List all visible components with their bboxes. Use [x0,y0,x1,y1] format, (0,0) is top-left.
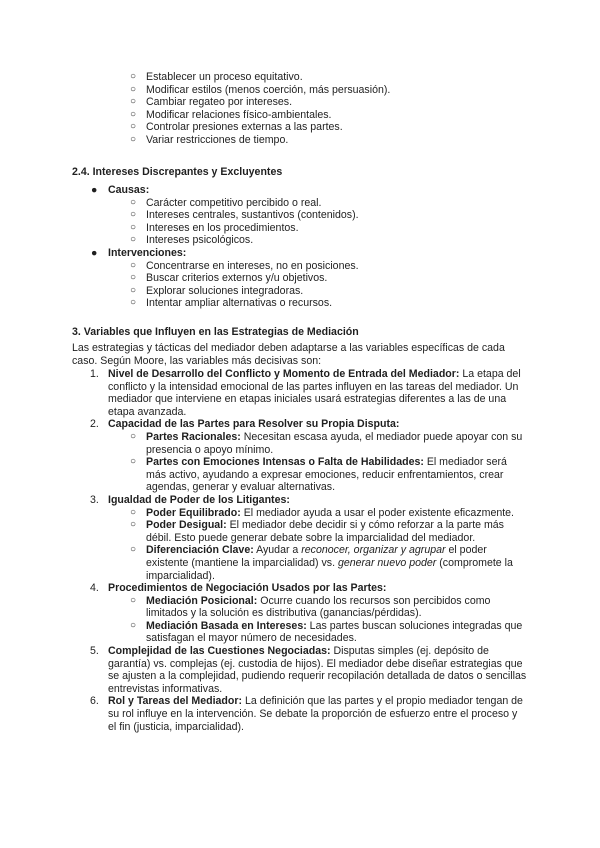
numbered-item-5: 5. Complejidad de las Cuestiones Negociadas: Disputas simples (ej. depósito de garantía) vs. complejas (ej. custodia de hijos). El mediador debe diseñar estrategias que se ajusten a la complejidad, pudiendo requerir recopilación detallada de datos o sencillas entrevistas informativas. [90,645,527,695]
bullet-icon: ● [91,246,98,259]
numbered-item-6: 6. Rol y Tareas del Mediador: La definición que las partes y el propio mediador tengan de su rol influye en la intervención. Se debate la proporción de esfuerzo entre el proceso y el fin (justicia, imparcialidad). [90,695,523,733]
list-item: ○ Intereses en los procedimientos. [130,221,299,234]
circle-bullet-icon: ○ [130,196,137,208]
list-item: ○ Modificar relaciones físico-ambientales. [130,108,332,121]
list-item: ○ Cambiar regateo por intereses. [130,96,293,109]
section-heading-2-4: 2.4. Intereses Discrepantes y Excluyentes [72,166,283,178]
bullet-icon: ● [91,184,98,196]
numbered-item-2: 2. Capacidad de las Partes para Resolver su Propia Disputa: [90,418,400,431]
list-item-causas: ● Causas: [91,184,150,196]
section-heading-3: 3. Variables que Influyen en las Estrategias de Mediación [72,326,359,338]
circle-bullet-icon: ○ [130,133,137,145]
list-item: ○ Mediación Posicional: Ocurre cuando los recursos son percibidos como limitados y la solución es distributiva (ganancias/pérdidas). [130,594,491,620]
list-item: ○ Poder Desigual: El mediador debe decidir si y cómo reforzar a la parte más débil. Esto puede generar debate sobre la imparcialidad del mediador. [130,519,504,544]
list-item: ○ Establecer un proceso equitativo. [130,71,303,83]
section-3-intro: Las estrategias y tácticas del mediador deben adaptarse a las variables específicas de cada caso. Según Moore, las variables más decisivas son: [72,342,505,367]
circle-bullet-icon: ○ [130,259,137,271]
circle-bullet-icon: ○ [130,594,137,606]
circle-bullet-icon: ○ [130,234,137,246]
numbered-item-1: 1. Nivel de Desarrollo del Conflicto y Momento de Entrada del Mediador: La etapa del conflicto y la intensidad emocional de las partes influyen en las tareas del mediador. Un mediador que interviene en etapas iniciales usará estrategias diferentes a las de una etapa avanzada. [90,368,521,418]
list-item: ○ Variar restricciones de tiempo. [130,133,289,146]
circle-bullet-icon: ○ [130,619,137,631]
numbered-item-4: 4. Procedimientos de Negociación Usados por las Partes: [90,582,387,595]
circle-bullet-icon: ○ [130,456,137,468]
list-item: ○ Buscar criterios externos y/u objetivos. [130,272,328,285]
list-item: ○ Poder Equilibrado: El mediador ayuda a usar el poder existente eficazmente. [130,506,515,519]
circle-bullet-icon: ○ [130,272,137,284]
circle-bullet-icon: ○ [130,209,137,221]
circle-bullet-icon: ○ [130,121,137,133]
list-item: ○ Partes con Emociones Intensas o Falta de Habilidades: El mediador será más activo, ayudando a expresar emociones, reducir enfrentamientos, crear agendas, generar y evaluar alternativas. [130,456,507,494]
circle-bullet-icon: ○ [130,519,137,531]
strategy-sublist [0,71,600,147]
list-item: ○ Explorar soluciones integradoras. [130,284,304,297]
list-item: ○ Intentar ampliar alternativas o recursos. [130,297,333,310]
list-item: ○ Concentrarse en intereses, no en posiciones. [130,259,359,272]
section-2-4-list [0,184,600,310]
list-item: ○ Partes Racionales: Necesitan escasa ayuda, el mediador puede apoyar con su presencia o apoyo mínimo. [130,430,523,456]
circle-bullet-icon: ○ [130,71,137,82]
circle-bullet-icon: ○ [130,544,137,556]
circle-bullet-icon: ○ [130,297,137,309]
list-item: ○ Modificar estilos (menos coerción, más persuasión). [130,83,391,96]
numbered-item-3: 3. Igualdad de Poder de los Litigantes: [90,493,290,506]
circle-bullet-icon: ○ [130,284,137,296]
circle-bullet-icon: ○ [130,506,137,518]
circle-bullet-icon: ○ [130,96,137,108]
circle-bullet-icon: ○ [130,221,137,233]
list-item: ○ Diferenciación Clave: Ayudar a reconocer, organizar y agrupar el poder existente (mantiene la imparcialidad) vs. generar nuevo poder (compromete la imparcialidad). [130,544,513,582]
list-item: ○ Mediación Basada en Intereses: Las partes buscan soluciones integradas que satisfagan el mayor número de necesidades. [130,619,523,645]
circle-bullet-icon: ○ [130,83,137,95]
list-item: ○ Intereses psicológicos. [130,234,254,247]
circle-bullet-icon: ○ [130,430,137,442]
list-item: ○ Intereses centrales, sustantivos (contenidos). [130,209,359,222]
variables-list [0,368,600,733]
circle-bullet-icon: ○ [130,108,137,120]
list-item: ○ Controlar presiones externas a las partes. [130,121,343,134]
list-item-intervenciones: ● Intervenciones: [91,246,187,259]
list-item: ○ Carácter competitivo percibido o real. [130,196,322,209]
